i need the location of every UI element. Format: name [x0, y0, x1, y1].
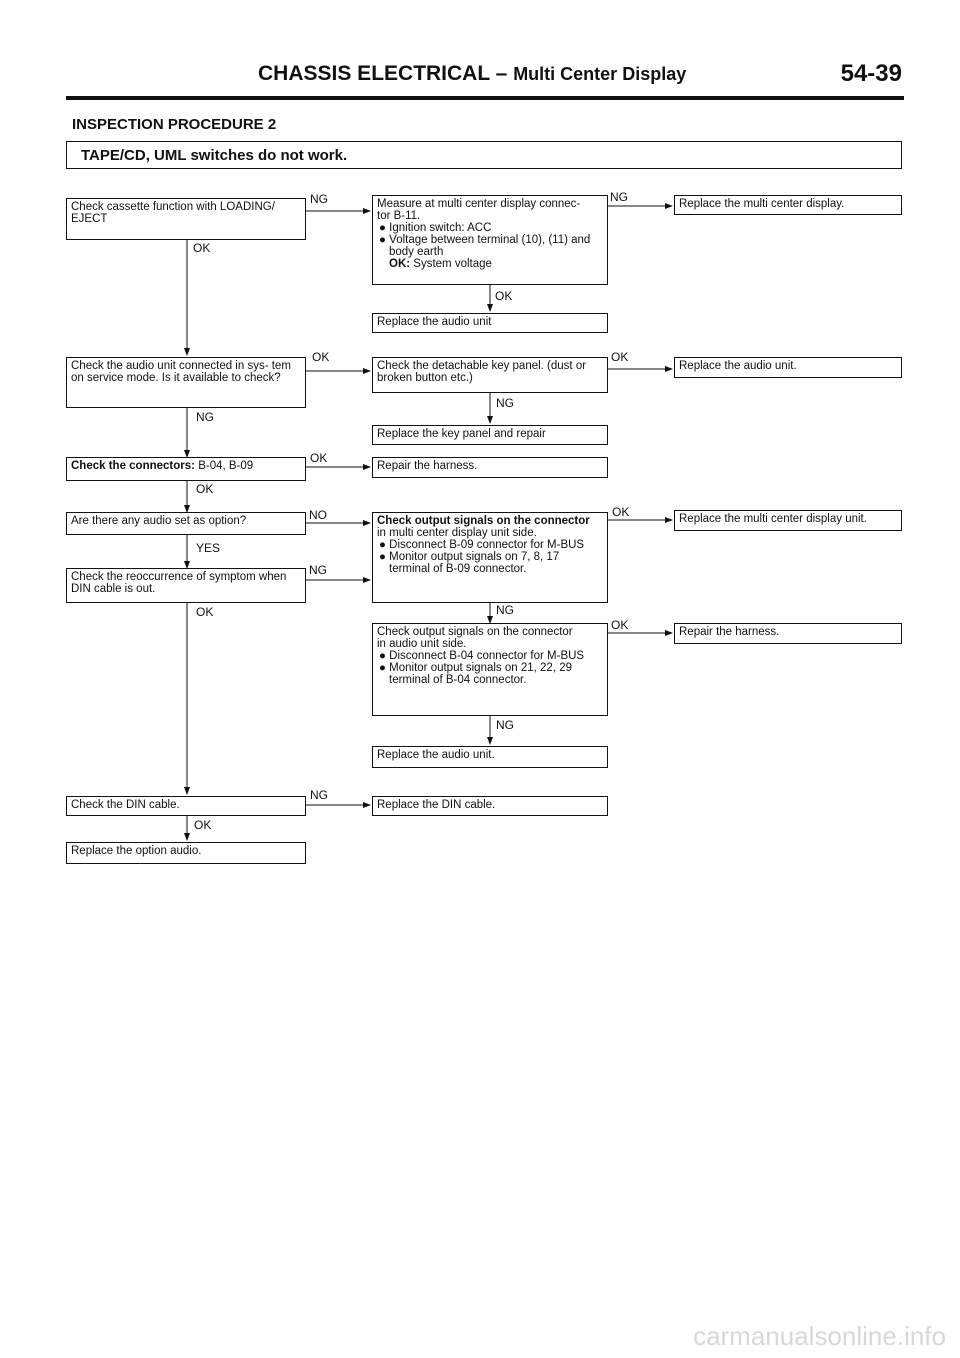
b2-line1: Measure at multi center display connec-: [377, 198, 581, 210]
bullet-icon: ●: [379, 662, 390, 674]
step-check-output-mcd: [372, 512, 608, 603]
branch-label: NG: [309, 563, 327, 577]
result-replace-option-audio: Replace the option audio.: [66, 842, 306, 864]
step-check-reoccurrence: Check the reoccurrence of symptom when DIN cable is out.: [66, 568, 306, 603]
b9-value: B-04, B-09: [198, 460, 254, 472]
b9-key: Check the connectors:: [71, 460, 195, 472]
bullet-icon: ●: [379, 234, 390, 246]
b2-ok-value: System voltage: [413, 258, 492, 270]
header-title-text: CHASSIS ELECTRICAL: [258, 62, 490, 85]
result-replace-mcd: Replace the multi center display.: [674, 195, 902, 215]
b12-bullet2-text: Monitor output signals on 7, 8, 17 terminal of B-09 connector.: [389, 551, 560, 575]
header-dash: –: [495, 62, 508, 85]
b15-bullet1: [377, 650, 603, 662]
result-replace-audio-1: Replace the audio unit: [372, 313, 608, 333]
b12-bullet2: [377, 551, 603, 575]
b2-line2: tor B-11.: [377, 210, 421, 222]
b2-bullet2-text: Voltage between terminal (10), (11) and body earth: [389, 234, 591, 258]
result-replace-audio-2: Replace the audio unit.: [674, 357, 902, 378]
b15-line2: in audio unit side.: [377, 638, 467, 650]
result-replace-audio-3: Replace the audio unit.: [372, 746, 608, 768]
branch-label: YES: [196, 541, 221, 555]
branch-label: OK: [310, 451, 328, 465]
b2-ok-line: [377, 258, 603, 270]
branch-label: NG: [310, 788, 328, 802]
step-measure-connector: [372, 195, 608, 285]
branch-label: NG: [610, 190, 628, 204]
bullet-icon: ●: [379, 551, 390, 563]
b15-bullet2: [377, 662, 603, 686]
b2-bullet2: [377, 234, 603, 258]
b15-line1: Check output signals on the connector: [377, 626, 573, 638]
b15-bullet1-text: Disconnect B-04 connector for M-BUS: [389, 650, 585, 662]
branch-label: NG: [496, 396, 514, 410]
bullet-icon: ●: [379, 650, 390, 662]
b12-bullet1: [377, 539, 603, 551]
result-repair-harness-2: Repair the harness.: [674, 623, 902, 644]
b2-bullet1-text: Ignition switch: ACC: [389, 222, 492, 234]
branch-label: OK: [193, 241, 211, 255]
branch-label: OK: [611, 350, 629, 364]
b2-bullet1: [377, 222, 603, 234]
step-check-connectors: [66, 457, 306, 481]
b12-line2: in multi center display unit side.: [377, 527, 537, 539]
section-title: INSPECTION PROCEDURE 2: [72, 116, 277, 133]
step-check-audio-service: Check the audio unit connected in sys- tem on service mode. Is it available to check?: [66, 357, 306, 408]
branch-label: OK: [196, 605, 214, 619]
bullet-icon: ●: [379, 539, 390, 551]
result-repair-harness-1: Repair the harness.: [372, 457, 608, 478]
symptom-banner: TAPE/CD, UML switches do not work.: [66, 141, 902, 169]
step-check-output-audio: [372, 623, 608, 716]
b12-line1: Check output signals on the connector: [377, 515, 590, 527]
b12-bullet1-text: Disconnect B-09 connector for M-BUS: [389, 539, 585, 551]
branch-label: NG: [310, 192, 328, 206]
branch-label: NO: [309, 508, 327, 522]
b2-ok-key: OK:: [389, 258, 411, 270]
branch-label: OK: [194, 818, 212, 832]
step-audio-option: Are there any audio set as option?: [66, 512, 306, 535]
branch-label: OK: [312, 350, 330, 364]
bullet-icon: ●: [379, 222, 390, 234]
header-subtitle: Multi Center Display: [513, 64, 687, 84]
step-check-key-panel: Check the detachable key panel. (dust or broken button etc.): [372, 357, 608, 393]
step-check-cassette: Check cassette function with LOADING/ EJECT: [66, 198, 306, 240]
watermark: carmanualsonline.info: [693, 1321, 946, 1351]
page-number: 54-39: [840, 60, 902, 87]
branch-label: NG: [496, 718, 514, 732]
result-replace-din-cable: Replace the DIN cable.: [372, 796, 608, 816]
branch-label: NG: [196, 410, 214, 424]
result-replace-mcd-unit: Replace the multi center display unit.: [674, 510, 902, 531]
b15-bullet2-text: Monitor output signals on 21, 22, 29 terminal of B-04 connector.: [389, 662, 572, 686]
branch-label: OK: [612, 505, 630, 519]
branch-label: OK: [611, 618, 629, 632]
branch-label: NG: [496, 603, 514, 617]
result-replace-key-panel: Replace the key panel and repair: [372, 425, 608, 445]
branch-label: OK: [495, 289, 513, 303]
step-check-din-cable: Check the DIN cable.: [66, 796, 306, 816]
branch-label: OK: [196, 482, 214, 496]
